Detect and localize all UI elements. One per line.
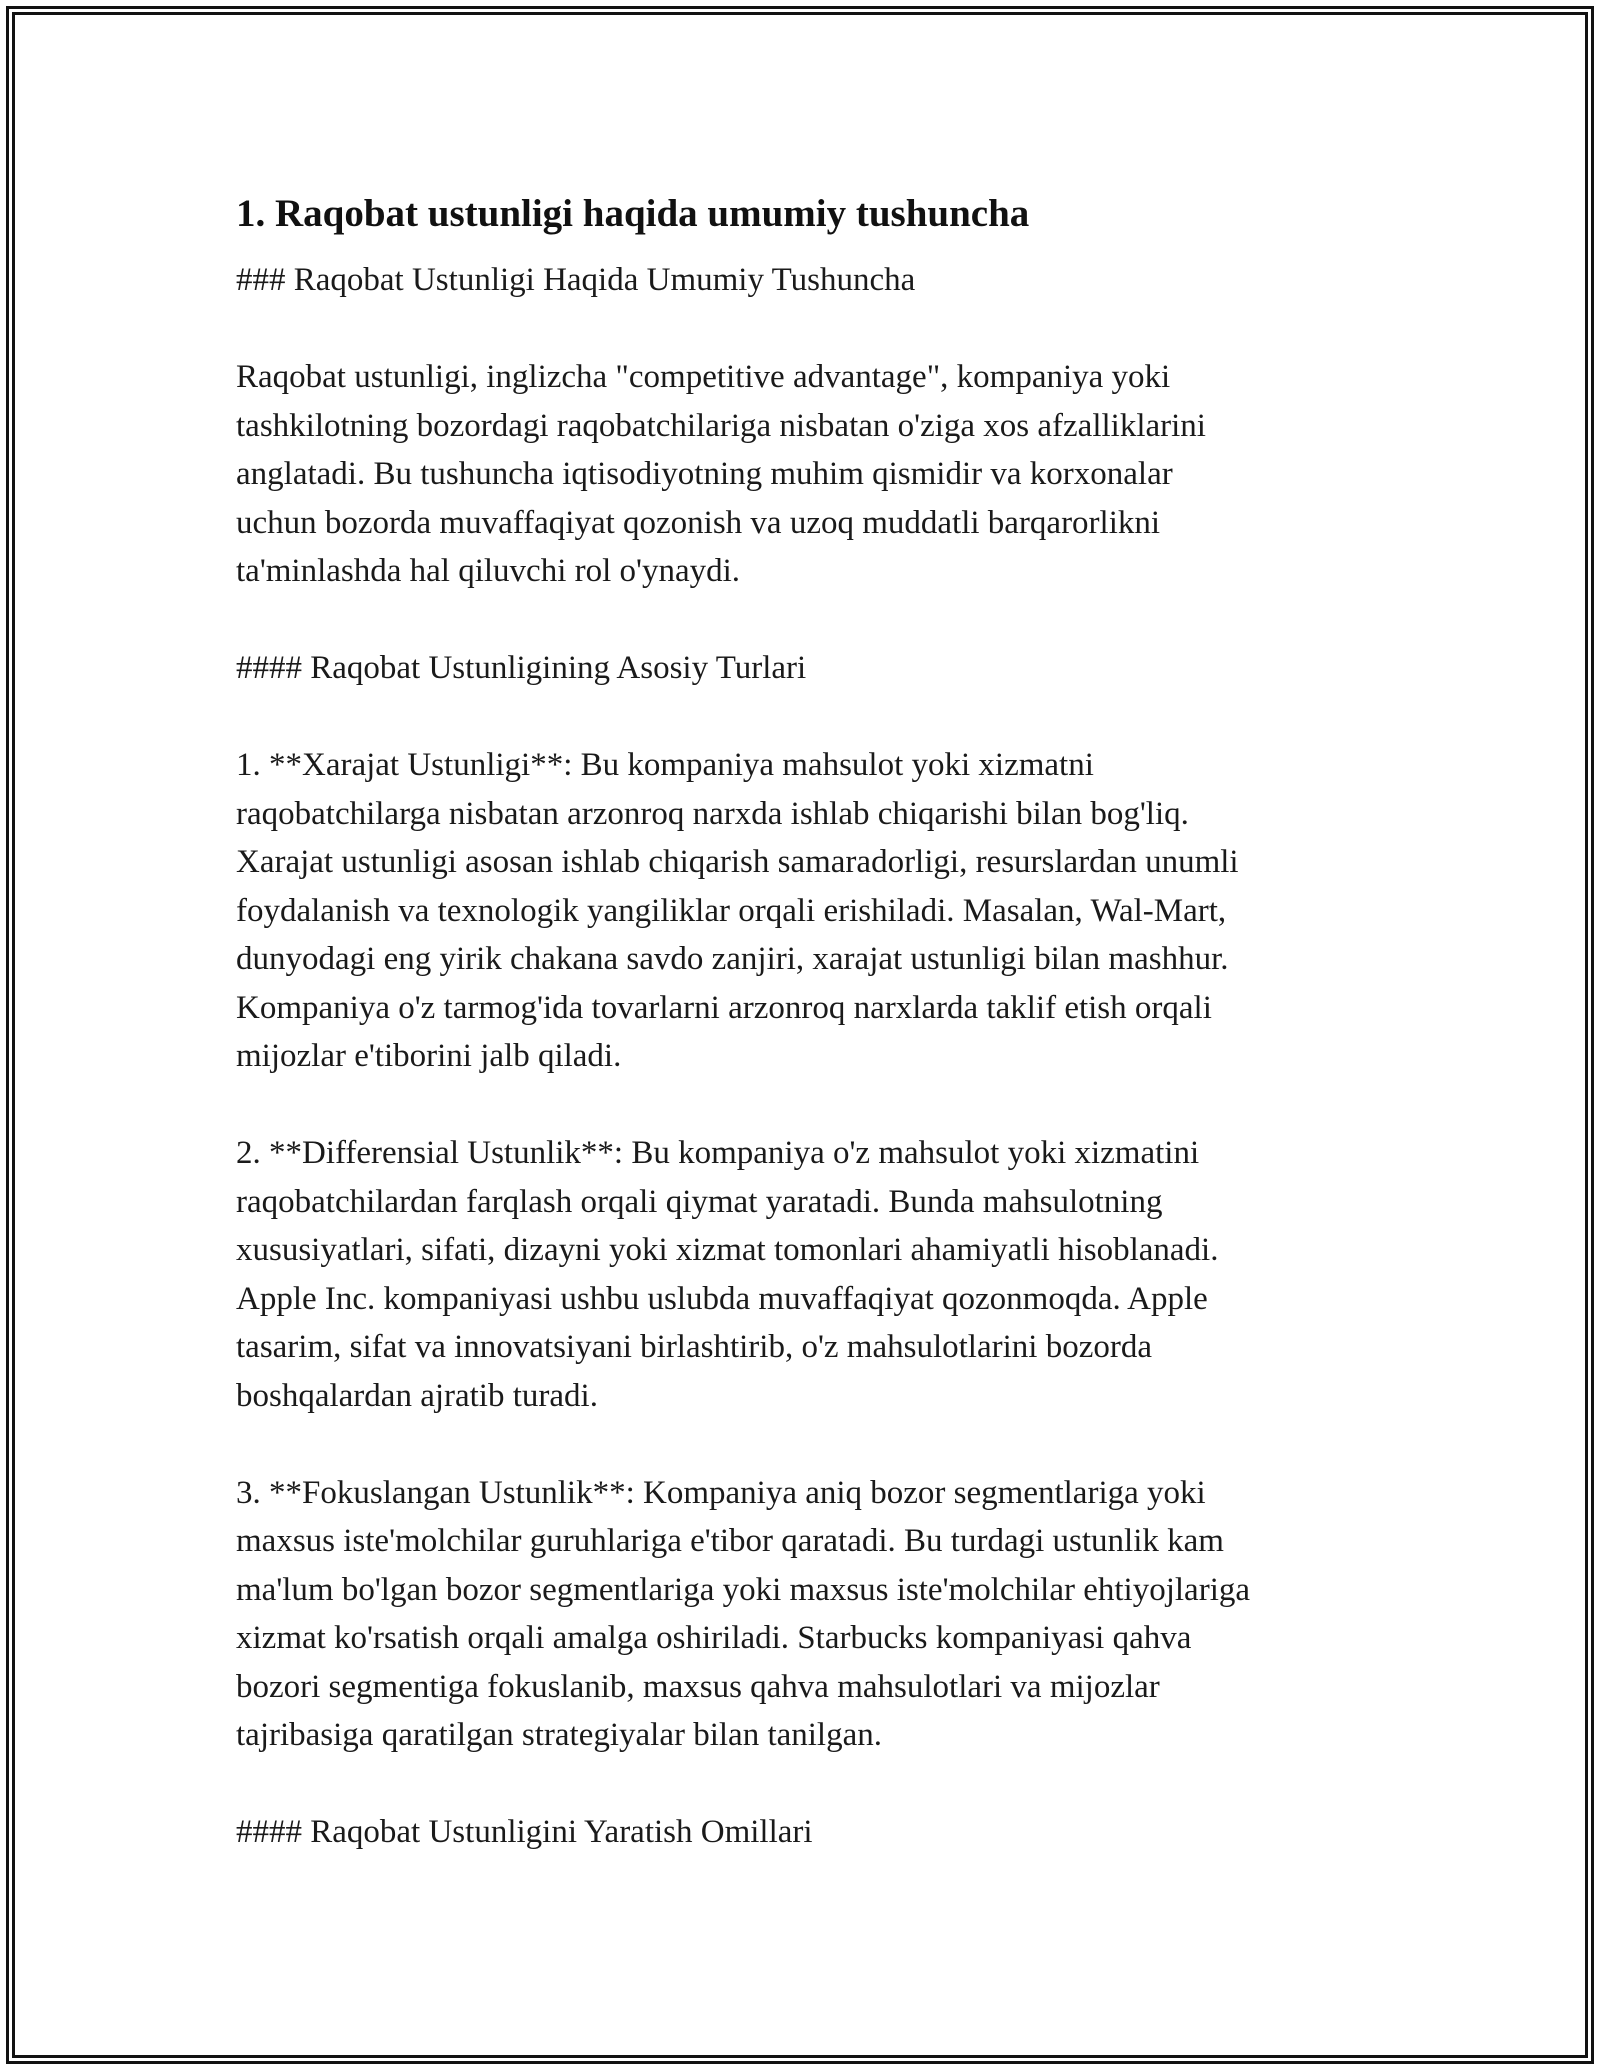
item-line: raqobatchilarga nisbatan arzonroq narxda ishlab chiqarishi bilan bog'liq.	[236, 795, 1189, 832]
section-factors-heading: #### Raqobat Ustunligini Yaratish Omillari	[236, 1814, 813, 1850]
list-item-cost-advantage	[236, 741, 1366, 1081]
item-line: raqobatchilardan farqlash orqali qiymat yaratadi. Bunda mahsulotning	[236, 1183, 1163, 1220]
item-line: tasarim, sifat va innovatsiyani birlashtirib, o'z mahsulotlarini bozorda	[236, 1329, 1152, 1365]
item-line: 3. **Fokuslangan Ustunlik**: Kompaniya aniq bozor segmentlariga yoki	[236, 1474, 1206, 1511]
section-types-heading: #### Raqobat Ustunligining Asosiy Turlari	[236, 650, 807, 686]
item-line: ma'lum bo'lgan bozor segmentlariga yoki maxsus iste'molchilar ehtiyojlariga	[236, 1571, 1251, 1608]
spacer	[236, 596, 1366, 645]
item-line: xizmat ko'rsatish orqali amalga oshiriladi. Starbucks kompaniyasi qahva	[236, 1620, 1192, 1656]
item-line: mijozlar e'tiborini jalb qiladi.	[236, 1038, 622, 1074]
item-line: xususiyatlari, sifati, dizayni yoki xizmat tomonlari ahamiyatli hisoblanadi.	[236, 1232, 1219, 1268]
spacer	[236, 305, 1366, 354]
item-line: Apple Inc. kompaniyasi ushbu uslubda muvaffaqiyat qozonmoqda. Apple	[236, 1280, 1208, 1317]
spacer	[236, 1420, 1366, 1469]
intro-line: anglatadi. Bu tushuncha iqtisodiyotning muhim qismidir va korxonalar	[236, 456, 1173, 492]
item-line: tajribasiga qaratilgan strategiyalar bilan tanilgan.	[236, 1717, 882, 1753]
document-body	[236, 186, 1366, 1857]
list-item-focused-advantage	[236, 1469, 1366, 1760]
spacer	[236, 693, 1366, 742]
subheading: ### Raqobat Ustunligi Haqida Umumiy Tushuncha	[236, 262, 916, 298]
item-line: boshqalardan ajratib turadi.	[236, 1377, 598, 1414]
item-line: foydalanish va texnologik yangiliklar orqali erishiladi. Masalan, Wal-Mart,	[236, 892, 1227, 929]
item-line: Kompaniya o'z tarmog'ida tovarlarni arzonroq narxlarda taklif etish orqali	[236, 989, 1212, 1026]
intro-line: tashkilotning bozordagi raqobatchilariga nisbatan o'ziga xos afzalliklarini	[236, 407, 1206, 444]
intro-paragraph	[236, 353, 1366, 596]
item-line: 2. **Differensial Ustunlik**: Bu kompaniya o'z mahsulot yoki xizmatini	[236, 1135, 1200, 1171]
intro-line: Raqobat ustunligi, inglizcha "competitive advantage", kompaniya yoki	[236, 359, 1171, 395]
document-title: 1. Raqobat ustunligi haqida umumiy tushuncha	[236, 192, 1030, 235]
spacer	[236, 1760, 1366, 1809]
intro-line: ta'minlashda hal qiluvchi rol o'ynaydi.	[236, 553, 741, 589]
intro-line: uchun bozorda muvaffaqiyat qozonish va uzoq muddatli barqarorlikni	[236, 504, 1161, 541]
spacer	[236, 1081, 1366, 1130]
item-line: maxsus iste'molchilar guruhlariga e'tibor qaratadi. Bu turdagi ustunlik kam	[236, 1523, 1224, 1559]
list-item-differential-advantage	[236, 1129, 1366, 1420]
item-line: 1. **Xarajat Ustunligi**: Bu kompaniya mahsulot yoki xizmatni	[236, 747, 1094, 783]
item-line: bozori segmentiga fokuslanib, maxsus qahva mahsulotlari va mijozlar	[236, 1668, 1160, 1705]
item-line: dunyodagi eng yirik chakana savdo zanjiri, xarajat ustunligi bilan mashhur.	[236, 941, 1229, 977]
item-line: Xarajat ustunligi asosan ishlab chiqarish samaradorligi, resurslardan unumli	[236, 844, 1239, 880]
